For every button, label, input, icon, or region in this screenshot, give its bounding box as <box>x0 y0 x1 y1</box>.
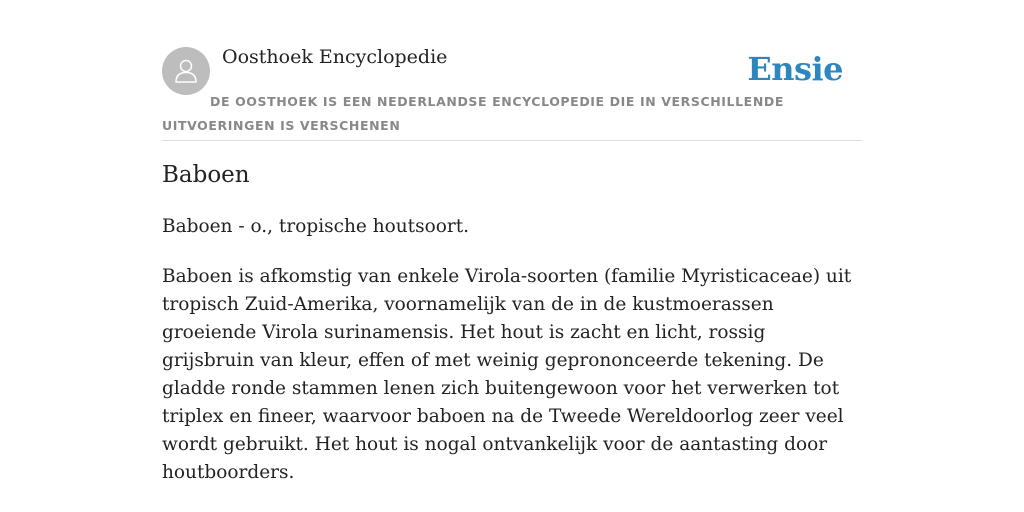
entry-title: Baboen <box>162 162 250 188</box>
page <box>162 0 862 483</box>
header <box>162 0 862 141</box>
user-icon <box>171 56 201 86</box>
entry-lead: Baboen - o., tropische houtsoort. <box>162 216 470 237</box>
brand-logo[interactable]: Ensie <box>747 50 843 88</box>
site-subtitle: DE OOSTHOEK IS EEN NEDERLANDSE ENCYCLOPEDIE DIE IN VERSCHILLENDE UITVOERINGEN IS VERSCHENEN <box>162 94 784 133</box>
site-title[interactable]: Oosthoek Encyclopedie <box>222 46 448 68</box>
entry-body: Baboen is afkomstig van enkele Virola-soorten (familie Myristicaceae) uit tropisch Zuid-Amerika, voornamelijk van de in de kustmoerassen groeiende Virola surinamensis. Het hout is zacht en licht, rossig grijsbruin van kleur, effen of met weinig geprononceerde tekening. De gladde ronde stammen lenen zich buitengewoon voor het verwerken tot triplex en fineer, waarvoor baboen na de Tweede Wereldoorlog zeer veel wordt gebruikt. Het hout is nogal ontvankelijk voor de aantasting door houtboorders. <box>162 266 852 483</box>
avatar[interactable] <box>162 47 210 95</box>
